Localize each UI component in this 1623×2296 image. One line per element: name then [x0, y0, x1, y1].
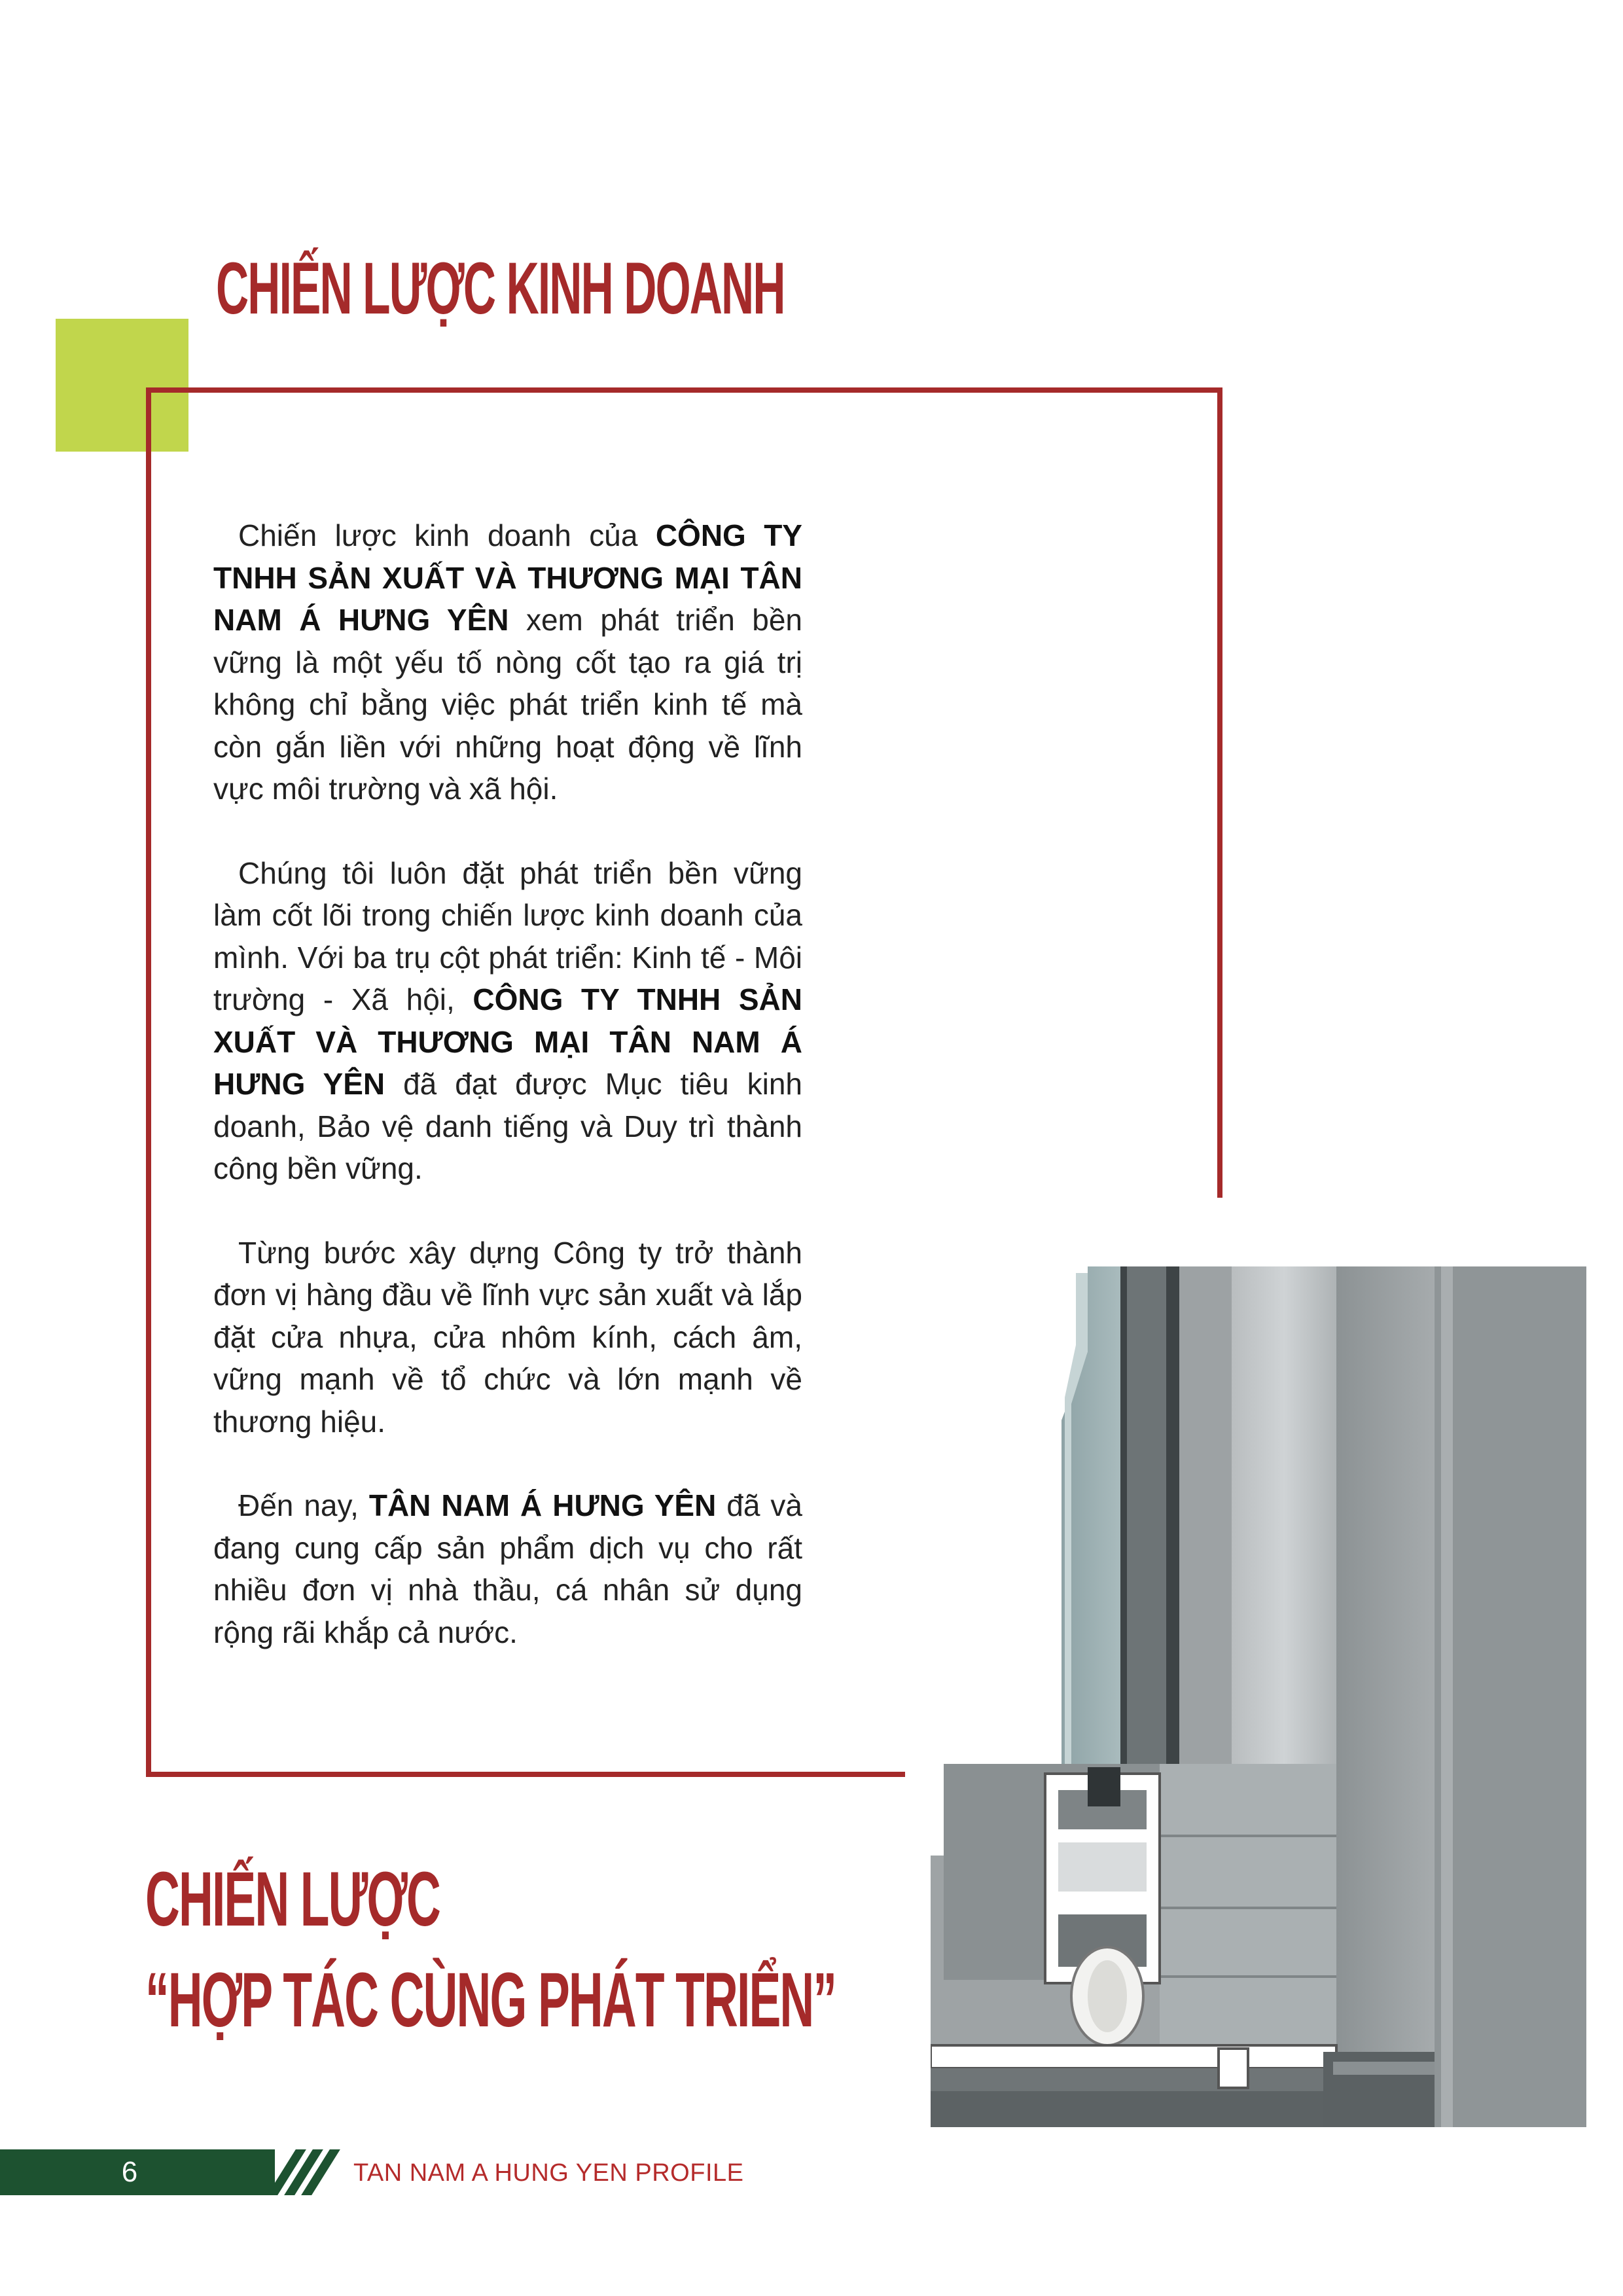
frame-line-right [1217, 387, 1222, 1198]
paragraph-text: đã và đang cung cấp sản phẩm dịch vụ cho rất nhiều đơn vị nhà thầu, cá nhân sử dụng rộng rãi khắp cả nước. [213, 1488, 802, 1649]
company-name-bold: TÂN NAM Á HƯNG YÊN [368, 1488, 717, 1522]
paragraph-text: Chúng tôi luôn đặt phát triển bền vững làm cốt lõi trong chiến lược kinh doanh của mình. Với ba trụ cột phát triển: Kinh tế - Môi trường - Xã hội, [213, 855, 802, 1016]
frame-line-bottom [146, 1772, 905, 1777]
body-text [213, 514, 802, 1695]
page-number: 6 [121, 2156, 138, 2188]
paragraph-text: xem phát triển bền vững là một yếu tố nòng cốt tạo ra giá trị không chỉ bằng việc phát triển kinh tế mà còn gắn liền với những hoạt động về lĩnh vực môi trường và xã hội. [213, 603, 802, 806]
paragraph-text: Chiến lược kinh doanh của [238, 518, 656, 552]
paragraph-text: Đến nay, [238, 1488, 369, 1522]
subtitle-line-2: “HỢP TÁC CÙNG PHÁT TRIỂN” [145, 1957, 836, 2043]
footer-title: TAN NAM A HUNG YEN PROFILE [353, 2159, 744, 2187]
section-subtitle [145, 1849, 836, 2051]
subtitle-line-1: CHIẾN LƯỢC [145, 1856, 440, 1943]
frame-line-left [146, 387, 151, 1777]
paragraph-text: đã đạt được Mục tiêu kinh doanh, Bảo vệ danh tiếng và Duy trì thành công bền vững. [213, 1067, 802, 1185]
decorative-green-square [56, 319, 188, 452]
frame-line-top [146, 387, 1222, 393]
body-paragraph [213, 852, 802, 1190]
page-title: CHIẾN LƯỢC KINH DOANH [216, 247, 785, 329]
window-profile-image [931, 1266, 1586, 2127]
body-paragraph [213, 1484, 802, 1653]
paragraph-text: Từng bước xây dựng Công ty trở thành đơn vị hàng đầu về lĩnh vực sản xuất và lắp đặt cửa nhựa, cửa nhôm kính, cách âm, vững mạnh về tổ chức và lớn mạnh về thương hiệu. [213, 1235, 802, 1439]
company-name-bold: CÔNG TY TNHH SẢN XUẤT VÀ THƯƠNG MẠI TÂN NAM Á HƯNG YÊN [213, 518, 802, 637]
body-paragraph [213, 514, 802, 810]
body-paragraph [213, 1232, 802, 1443]
company-name-bold: CÔNG TY TNHH SẢN XUẤT VÀ THƯƠNG MẠI TÂN NAM Á HƯNG YÊN [213, 982, 803, 1101]
